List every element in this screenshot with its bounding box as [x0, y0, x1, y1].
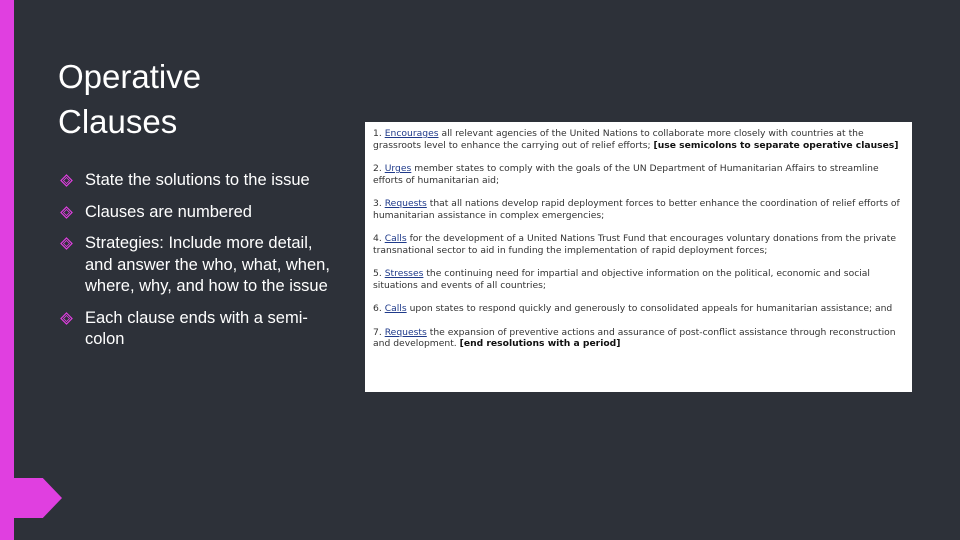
- left-accent-bar: [0, 0, 14, 540]
- bullet-item: [58, 170, 343, 192]
- clause-text: the expansion of preventive actions and assurance of post-conflict assistance through reconstruction and development.: [373, 326, 896, 349]
- clause-text: upon states to respond quickly and generously to consolidated appeals for humanitarian assistance; and: [409, 303, 893, 314]
- clause-note: [end resolutions with a period]: [459, 338, 621, 349]
- bullet-text: Each clause ends with a semi-colon: [85, 308, 308, 348]
- bullet-item: [58, 202, 343, 224]
- clause-text: member states to comply with the goals of the UN Department of Humanitarian Affairs to streamline efforts of humanitarian aid;: [373, 163, 879, 186]
- clause-keyword: Urges: [384, 163, 412, 174]
- diamond-outline-icon: [60, 206, 73, 219]
- title-line-2: Clauses: [58, 103, 178, 140]
- bottom-accent-tab: [14, 478, 62, 518]
- clause-item: 4. Calls for the development of a United Nations Trust Fund that encourages voluntary donations from the private transnational sector to aid in funding the implementation of rapid deployment forces;: [373, 233, 896, 256]
- bullet-item: [58, 233, 343, 298]
- clause-item: 7. Requests the expansion of preventive actions and assurance of post-conflict assistance through reconstruction and development. [end resolutions with a period]: [373, 326, 896, 349]
- clause-keyword: Stresses: [384, 268, 424, 279]
- bullet-text: State the solutions to the issue: [85, 171, 310, 189]
- clause-item: 1. Encourages all relevant agencies of the United Nations to collaborate more closely with countries at the grassroots level to enhance the carrying out of relief efforts; [use semicolons to separate operative clauses]: [373, 128, 899, 151]
- bullet-text: Strategies: Include more detail, and answer the who, what, when, where, why, and how to the issue: [85, 234, 330, 295]
- clause-item: 3. Requests that all nations develop rapid deployment forces to better enhance the coordination of relief efforts of humanitarian assistance in complex emergencies;: [373, 198, 900, 221]
- clause-item: 6. Calls upon states to respond quickly and generously to consolidated appeals for humanitarian assistance; and: [373, 303, 893, 314]
- diamond-outline-icon: [60, 237, 73, 250]
- diamond-outline-icon: [60, 174, 73, 187]
- bullet-list: [58, 170, 343, 361]
- bullet-text: Clauses are numbered: [85, 202, 252, 221]
- resolution-example-image: [365, 122, 912, 392]
- clause-text: for the development of a United Nations Trust Fund that encourages voluntary donations from the private transnational sector to aid in funding the implementation of rapid deployment forces;: [373, 233, 896, 256]
- clause-note: [use semicolons to separate operative clauses]: [653, 139, 899, 151]
- clause-keyword: Encourages: [384, 128, 439, 139]
- clause-keyword: Calls: [384, 233, 407, 244]
- slide-title: [58, 54, 201, 144]
- bullet-item: [58, 308, 343, 351]
- clause-item: 2. Urges member states to comply with the goals of the UN Department of Humanitarian Affairs to streamline efforts of humanitarian aid;: [373, 163, 879, 186]
- clause-keyword: Requests: [384, 326, 427, 338]
- clause-text: the continuing need for impartial and objective information on the political, economic and social situations and events of all countries;: [373, 268, 870, 291]
- clause-keyword: Requests: [384, 198, 427, 209]
- title-line-1: Operative: [58, 58, 202, 95]
- clause-keyword: Calls: [384, 303, 407, 314]
- clause-text: that all nations develop rapid deployment forces to better enhance the coordination of relief efforts of humanitarian assistance in complex emergencies;: [373, 198, 900, 221]
- clause-text: all relevant agencies of the United Nations to collaborate more closely with countries at the grassroots level to enhance the carrying out of relief efforts;: [373, 128, 864, 151]
- diamond-outline-icon: [60, 312, 73, 325]
- clause-item: 5. Stresses the continuing need for impartial and objective information on the political, economic and social situations and events of all countries;: [373, 268, 870, 291]
